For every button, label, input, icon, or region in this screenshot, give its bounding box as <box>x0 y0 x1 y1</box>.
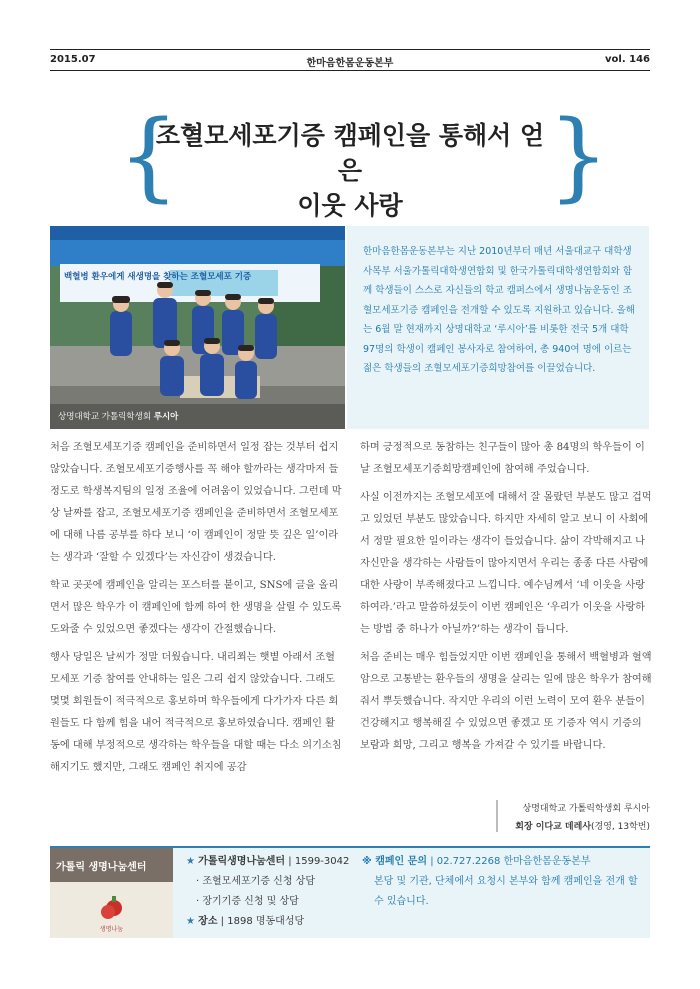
photo-banner-text: 백혈병 환우에게 새생명을 찾하는 조혈모세포 기증 <box>64 272 252 282</box>
article-title-line1: 조혈모세포기증 캠페인을 통해서 얻은 <box>155 121 545 185</box>
body-paragraph: 행사 당일은 날씨가 정말 더웠습니다. 내리쬐는 햇볕 아래서 조혈모세포 기증 참여를 안내하는 일은 그리 쉽지 않았습니다. 그래도 몇몇 회원들이 적극적으로 홍보하며 학우들에게 다가가자 다른 회원들도 다 함께 힘을 내어 적극적으로 홍보하였습니다. 캠페인 활동에 대해 부정적으로 생각하는 학우들을 대할 때는 다소 의기소침해지기도 했지만, 그래도 캠페인 취지에 공감 <box>50 652 342 773</box>
body-paragraph: 사실 이전까지는 조혈모세포에 대해서 잘 몰랐던 부분도 많고 겁먹고 있었던 부분도 많았습니다. 하지만 자세히 알고 보니 이 사회에서 정말 필요한 일이라는 생각이 들었습니다. 삶이 각박해지고 나 자신만을 생각하는 사람들이 많아지면서 우리는 종종 다른 사람에 대한 사랑이 부족해졌다고 느낍니다. 예수님께서 ‘네 이웃을 사랑하여라.’라고 말씀하셨듯이 이번 캠페인은 ‘우리가 이웃을 사랑하는 방법 중 하나가 아닐까?’하는 생각이 듭니다. <box>360 492 652 635</box>
author-detail: (경영, 13학번) <box>591 822 650 832</box>
center-name: 가톨릭생명나눔센터 <box>198 856 286 867</box>
header-rule-top <box>50 49 650 50</box>
article-title-line2: 이웃 사랑 <box>297 191 403 220</box>
separator: | <box>288 856 295 867</box>
author-name: 회장 이다교 데레사 <box>515 822 592 832</box>
campaign-photo <box>50 226 345 429</box>
body-paragraph: 처음 준비는 매우 힘들었지만 이번 캠페인을 통해서 백혈병과 혈액암으로 고통받는 환우들의 생명을 살리는 일에 많은 학우가 참여해줘서 뿌듯했습니다. 작지만 우리의 이런 노력이 모여 환우 분들이 건강해지고 행복해질 수 있었으면 좋겠고 또 기증자 역시 기증의 보람과 희망, 그리고 행복을 가져갈 수 있기를 바랍니다. <box>360 652 652 751</box>
center-phone: 1599-3042 <box>294 856 350 867</box>
author-signature <box>515 800 650 836</box>
page-header <box>50 54 650 68</box>
body-paragraph: 하며 긍정적으로 동참하는 친구들이 많아 총 84명의 학우들이 이날 조혈모세포기증희망캠페인에 참여해 주었습니다. <box>360 442 645 475</box>
body-paragraph: 학교 곳곳에 캠페인을 알리는 포스터를 붙이고, SNS에 글을 올리면서 많은 학우가 이 캠페인에 함께 하여 한 생명을 살릴 수 있도록 도와줄 수 있었으면 좋겠다는 생각이 간절했습니다. <box>50 580 342 635</box>
center-line <box>186 852 349 872</box>
place-value: 1898 명동대성당 <box>227 916 305 927</box>
author-affiliation: 상명대학교 가톨릭학생회 루시아 <box>522 804 650 814</box>
header-rule-bottom <box>50 70 650 71</box>
separator: | <box>220 916 228 927</box>
star-icon: ★ <box>186 856 195 867</box>
inquiry-description: 본당 및 기관, 단체에서 요청시 본부와 함께 캠페인을 전개 할 수 있습니다. <box>374 876 638 907</box>
intro-text: 한마음한몸운동본부는 지난 2010년부터 매년 서울대교구 대학생사목부 서울가톨릭대학생연합회 및 한국가톨릭대학생연합회와 함께 학생들이 스스로 자신들의 학교 캠퍼스에서 생명나눔운동인 조혈모세포기증 캠페인을 전개할 수 있도록 지원하고 있습니다. 올해는 6월 말 현재까지 상명대학교 ‘루시아’를 비롯한 전국 5개 대학 97명의 학생이 캠페인 봉사자로 참여하여, 총 940여 명에 이르는 젊은 학생들의 조혈모세포기증희망참여를 이끌었습니다. <box>363 246 635 374</box>
center-photo <box>50 848 173 938</box>
issue-date: 2015.07 <box>50 54 96 65</box>
campaign-inquiry <box>362 852 647 912</box>
right-brace-icon: } <box>548 100 610 212</box>
place-label: 장소 <box>198 916 218 927</box>
signature-bar <box>496 800 498 832</box>
body-column-right <box>360 437 652 763</box>
center-info <box>186 852 349 932</box>
volume-number: vol. 146 <box>605 54 650 65</box>
body-column-left <box>50 437 344 785</box>
center-service-1: · 조혈모세포기증 신청 상담 <box>196 876 315 887</box>
photo-caption-name: 루시아 <box>153 412 179 422</box>
separator: | <box>430 856 437 867</box>
left-brace-icon: { <box>118 100 180 212</box>
place-line <box>186 912 349 932</box>
inquiry-value: 02.727.2268 한마음한몸운동본부 <box>436 856 591 867</box>
author-name-line <box>515 818 650 836</box>
article-title <box>150 118 550 223</box>
photo-caption-prefix: 상명대학교 가톨릭학생회 <box>58 412 152 422</box>
center-sign-text: 가톨릭 생명나눔센터 <box>56 862 147 873</box>
intro-box <box>347 226 649 429</box>
star-icon: ★ <box>186 916 195 927</box>
inquiry-label: ※ 캠페인 문의 <box>362 856 427 867</box>
center-service-2: · 장기기증 신청 및 상담 <box>196 896 299 907</box>
center-logo-text: 생명나눔 <box>99 926 124 933</box>
body-paragraph: 처음 조혈모세포기증 캠페인을 준비하면서 일정 잡는 것부터 쉽지 않았습니다. 조혈모세포기증행사를 꼭 해야 할까라는 생각마저 들 정도로 학생복지팀의 일정 조율에 어려움이 있었습니다. 그런데 막상 날짜를 잡고, 조혈모세포기증 캠페인을 준비하면서 조혈모세포에 대해 나름 공부를 하다 보니 ‘이 캠페인이 정말 뜻 깊은 일’이라는 생각과 ‘잘할 수 있겠다’는 자신감이 생겼습니다. <box>50 442 342 563</box>
inquiry-line <box>362 852 647 872</box>
photo-caption <box>58 410 178 422</box>
organization-name: 한마음한몸운동본부 <box>306 58 394 69</box>
